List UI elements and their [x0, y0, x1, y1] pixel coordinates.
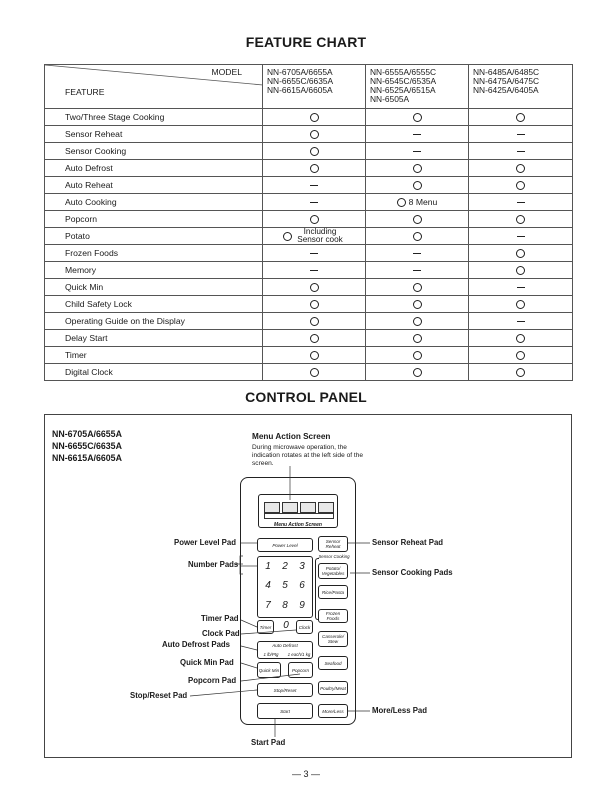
model-name: NN-6615A/6605A	[267, 85, 333, 95]
availability-note: Including Sensor cook	[297, 227, 343, 244]
digit-7-pad[interactable]: 7	[265, 600, 271, 611]
feature-name: Child Safety Lock	[45, 296, 263, 313]
availability-note: 8 Menu	[408, 197, 438, 208]
menu-action-screen-title: Menu Action Screen	[252, 432, 331, 441]
feature-name: Auto Defrost	[45, 160, 263, 177]
model-name: NN-6425A/6405A	[473, 85, 539, 95]
digit-0-pad[interactable]: 0	[283, 620, 289, 631]
feature-chart-title: FEATURE CHART	[245, 34, 367, 50]
feature-name: Operating Guide on the Display	[45, 313, 263, 330]
power-level-label: Power Level	[272, 542, 298, 548]
feature-name: Potato	[45, 228, 263, 245]
rice-pasta-label: Rice/Pasta	[321, 589, 345, 595]
auto-defrost-option-2[interactable]: 1 each/1 kg	[287, 652, 311, 657]
timer-label: Timer	[259, 624, 272, 630]
feature-name: Sensor Reheat	[45, 126, 263, 143]
model-name: NN-6555A/6555C	[370, 67, 437, 77]
digit-6-pad[interactable]: 6	[299, 580, 305, 591]
model-name: NN-6655C/6635A	[267, 76, 334, 86]
feature-name: Sensor Cooking	[45, 143, 263, 160]
feature-name: Popcorn	[45, 211, 263, 228]
control-panel-title: CONTROL PANEL	[245, 389, 367, 405]
digit-8-pad[interactable]: 8	[282, 600, 288, 611]
digit-3-pad[interactable]: 3	[299, 561, 305, 572]
start-label: Start	[280, 708, 290, 714]
feature-name: Frozen Foods	[45, 245, 263, 262]
start-pad-callout: Start Pad	[251, 738, 286, 747]
casserole-stew-label: Casserole/ Stew	[322, 634, 344, 644]
model-name: NN-6475A/6475C	[473, 76, 540, 86]
timer-pad-callout: Timer Pad	[201, 614, 239, 623]
digit-5-pad[interactable]: 5	[282, 580, 288, 591]
popcorn-pad-callout: Popcorn Pad	[188, 676, 237, 685]
quick-min-pad-callout: Quick Min Pad	[180, 658, 234, 667]
model-name: NN-6485A/6485C	[473, 67, 540, 77]
feature-header-label: FEATURE	[65, 87, 105, 97]
clock-label: Clock	[298, 624, 311, 630]
more-less-pad-callout: More/Less Pad	[372, 706, 428, 715]
feature-name: Auto Cooking	[45, 194, 263, 211]
power-level-pad-callout: Power Level Pad	[174, 538, 236, 547]
feature-name: Digital Clock	[45, 364, 263, 381]
model-name: NN-6705A/6655A	[267, 67, 333, 77]
sensor-reheat-label: Sensor Reheat	[325, 539, 341, 549]
auto-defrost-pads-callout: Auto Defrost Pads	[162, 640, 231, 649]
feature-name: Auto Reheat	[45, 177, 263, 194]
display-caption: Menu Action Screen	[274, 522, 322, 528]
frozen-foods-label: Frozen Foods	[325, 611, 341, 621]
feature-name: Timer	[45, 347, 263, 364]
menu-action-screen-description: During microwave operation, the indication rotates at the left side of the screen.	[252, 444, 364, 467]
more-less-label: More/Less	[322, 708, 344, 714]
page-number: — 3 —	[291, 769, 320, 779]
sensor-cooking-pads-callout: Sensor Cooking Pads	[372, 568, 453, 577]
quick-min-label: Quick Min	[258, 667, 280, 673]
sensor-reheat-pad-callout: Sensor Reheat Pad	[372, 538, 444, 547]
poultry-meat-label: Poultry/Meat	[320, 685, 346, 691]
model-name: NN-6615A/6605A	[52, 453, 122, 463]
stop-reset-label: Stop/Reset	[273, 687, 297, 693]
digit-2-pad[interactable]: 2	[282, 561, 288, 572]
auto-defrost-option-1[interactable]: 1 lb/Ptg	[263, 652, 279, 657]
popcorn-label: Popcorn	[291, 667, 310, 673]
digit-1-pad[interactable]: 1	[265, 561, 271, 572]
model-header-label: MODEL	[211, 67, 242, 77]
model-name: NN-6545C/6535A	[370, 76, 437, 86]
feature-name: Delay Start	[45, 330, 263, 347]
feature-name: Memory	[45, 262, 263, 279]
digit-4-pad[interactable]: 4	[265, 580, 271, 591]
digit-9-pad[interactable]: 9	[299, 600, 305, 611]
feature-name: Quick Min	[45, 279, 263, 296]
sensor-cooking-header: Sensor Cooking	[318, 554, 350, 559]
potato-vegetables-label: Potato/ Vegetables	[321, 566, 345, 576]
clock-pad-callout: Clock Pad	[202, 629, 240, 638]
stop-reset-pad-callout: Stop/Reset Pad	[130, 691, 188, 700]
model-name: NN-6655C/6635A	[52, 441, 122, 451]
seafood-label: Seafood	[324, 660, 342, 666]
model-name: NN-6705A/6655A	[52, 429, 122, 439]
model-name: NN-6505A	[370, 94, 410, 104]
model-name: NN-6525A/6515A	[370, 85, 436, 95]
feature-name: Two/Three Stage Cooking	[45, 109, 263, 126]
number-pads-callout: Number Pads	[188, 560, 239, 569]
auto-defrost-label: Auto Defrost	[272, 643, 298, 648]
